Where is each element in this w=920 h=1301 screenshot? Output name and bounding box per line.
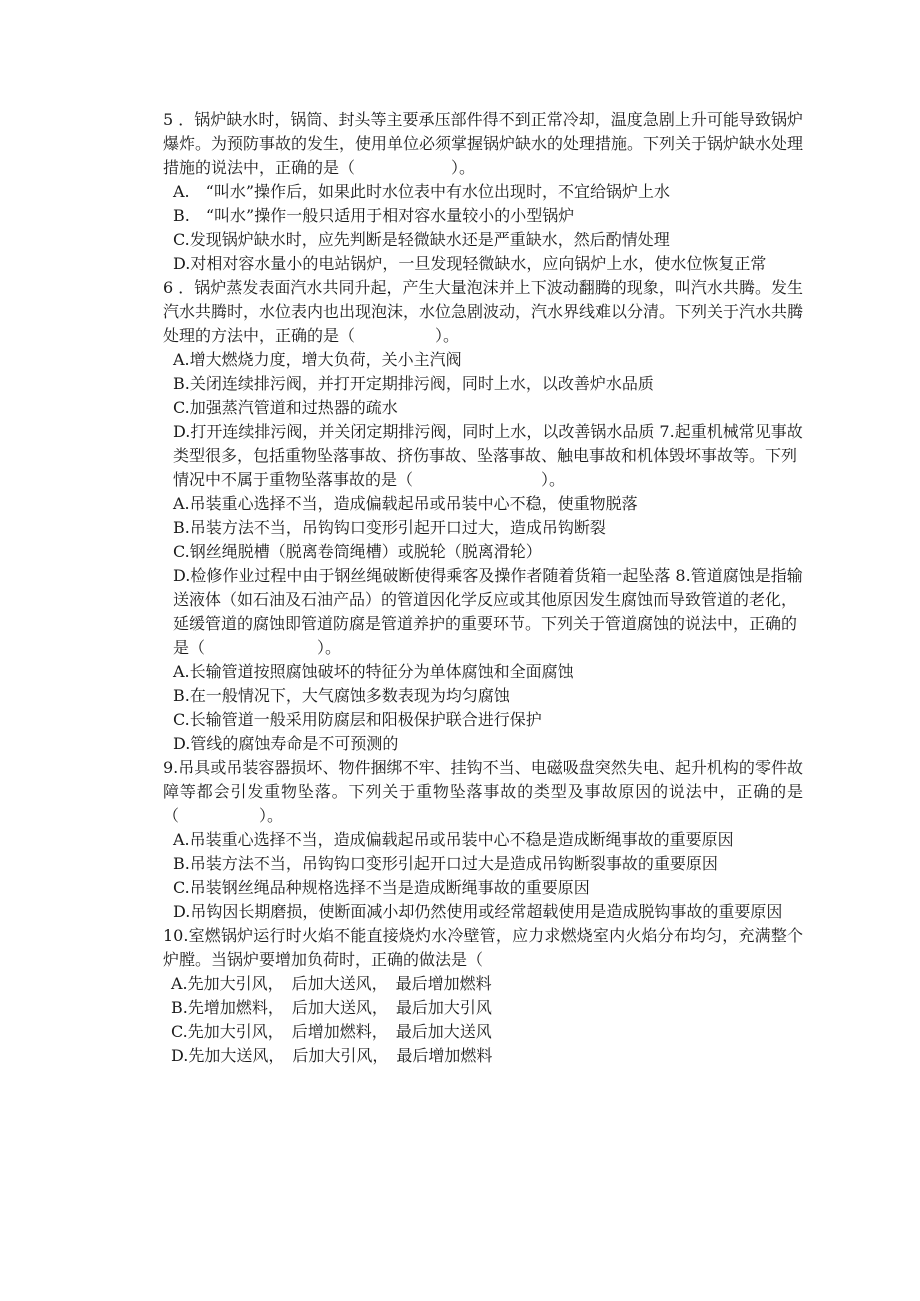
option-c: C.先加大引风， 后增加燃料， 最后加大送风: [171, 1022, 492, 1041]
option-a: A.吊装重心选择不当，造成偏载起吊或吊装中心不稳，使重物脱落: [173, 494, 638, 513]
option-d: D.打开连续排污阀，并关闭定期排污阀，同时上水，以改善锅水品质 7.起重机械常见事故类型很多，包括重物坠落事故、挤伤事故、坠落事故、触电事故和机体毁坏事故等。下列情况中不属于重物坠落事故的是（ ）。: [173, 422, 803, 489]
option-c: C.加强蒸汽管道和过热器的疏水: [173, 398, 398, 417]
question-5: [163, 108, 803, 276]
option-a: A.增大燃烧力度，增大负荷，关小主汽阀: [173, 350, 462, 369]
question-stem: 10.室燃锅炉运行时火焰不能直接烧灼水冷壁管，应力求燃烧室内火焰分布均匀，充满整个炉膛。当锅炉要增加负荷时，正确的做法是（: [163, 926, 803, 969]
question-stem: 5 ．锅炉缺水时，锅筒、封头等主要承压部件得不到正常冷却，温度急剧上升可能导致锅炉爆炸。为预防事故的发生，使用单位必须掌握锅炉缺水的处理措施。下列关于锅炉缺水处理措施的说法中，正确的是（ ）。: [163, 110, 804, 177]
option-a: A. “叫水”操作后，如果此时水位表中有水位出现时，不宜给锅炉上水: [173, 182, 671, 201]
option-d: D.检修作业过程中由于钢丝绳破断使得乘客及操作者随着货箱一起坠落 8.管道腐蚀是指输送液体（如石油及石油产品）的管道因化学反应或其他原因发生腐蚀而导致管道的老化，延缓管道的腐蚀即管道防腐是管道养护的重要环节。下列关于管道腐蚀的说法中，正确的是（ ）。: [173, 566, 803, 657]
option-d: D.吊钩因长期磨损，使断面减小却仍然使用或经常超载使用是造成脱钩事故的重要原因: [173, 902, 783, 921]
question-9: [163, 756, 803, 924]
option-c: C.发现锅炉缺水时，应先判断是轻微缺水还是严重缺水，然后酌情处理: [173, 230, 670, 249]
option-b: B. “叫水”操作一般只适用于相对容水量较小的小型锅炉: [173, 206, 575, 225]
option-d: D.对相对容水量小的电站锅炉，一旦发现轻微缺水，应向锅炉上水，使水位恢复正常: [173, 254, 767, 273]
question-stem: 6 ．锅炉蒸发表面汽水共同升起，产生大量泡沫并上下波动翻腾的现象，叫汽水共腾。发生汽水共腾时，水位表内也出现泡沫，水位急剧波动，汽水界线难以分清。下列关于汽水共腾处理的方法中，正确的是（ ）。: [163, 278, 804, 345]
option-c: C.钢丝绳脱槽（脱离卷筒绳槽）或脱轮（脱离滑轮）: [173, 542, 542, 561]
option-b: B.吊装方法不当，吊钩钩口变形引起开口过大，造成吊钩断裂: [173, 518, 606, 537]
question-6: [163, 276, 803, 492]
option-d: D.管线的腐蚀寿命是不可预测的: [173, 734, 399, 753]
option-a: A.长输管道按照腐蚀破坏的特征分为单体腐蚀和全面腐蚀: [173, 662, 574, 681]
option-b: B.吊装方法不当，吊钩钩口变形引起开口过大是造成吊钩断裂事故的重要原因: [173, 854, 718, 873]
option-c: C.长输管道一般采用防腐层和阳极保护联合进行保护: [173, 710, 542, 729]
option-b: B.在一般情况下，大气腐蚀多数表现为均匀腐蚀: [173, 686, 510, 705]
option-a: A.吊装重心选择不当，造成偏载起吊或吊装中心不稳是造成断绳事故的重要原因: [173, 830, 734, 849]
question-7: [163, 492, 803, 660]
option-b: B.先增加燃料， 后加大送风， 最后加大引风: [171, 998, 492, 1017]
question-10: [163, 924, 803, 1068]
document-body: [163, 108, 803, 1068]
option-c: C.吊装钢丝绳品种规格选择不当是造成断绳事故的重要原因: [173, 878, 590, 897]
option-d: D.先加大送风， 后加大引风， 最后增加燃料: [171, 1046, 493, 1065]
question-stem: 9.吊具或吊装容器损坏、物件捆绑不牢、挂钩不当、电磁吸盘突然失电、起升机构的零件故障等都会引发重物坠落。下列关于重物坠落事故的类型及事故原因的说法中，正确的是（ ）。: [163, 758, 803, 825]
option-b: B.关闭连续排污阀，并打开定期排污阀，同时上水，以改善炉水品质: [173, 374, 654, 393]
option-a: A.先加大引风， 后加大送风， 最后增加燃料: [171, 974, 492, 993]
question-8: [163, 660, 803, 756]
